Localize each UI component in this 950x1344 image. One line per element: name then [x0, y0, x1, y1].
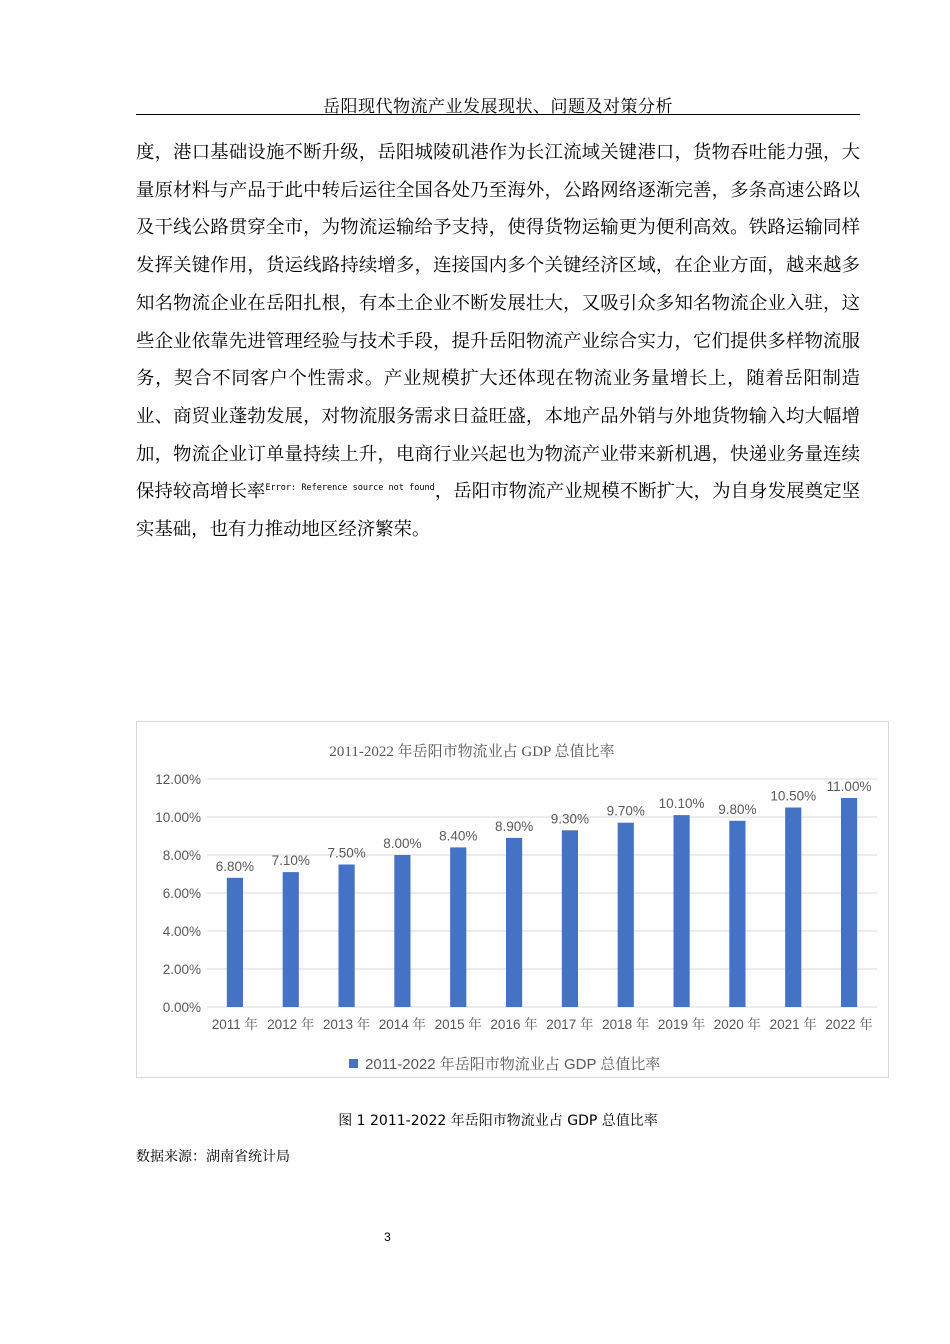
- data-label: 9.30%: [550, 811, 590, 827]
- legend-label: 2011-2022 年岳阳市物流业占 GDP 总值比率: [365, 1056, 661, 1073]
- data-label: 11.00%: [826, 779, 872, 794]
- data-source-note: 数据来源：湖南省统计局: [136, 1149, 290, 1165]
- bar: [673, 815, 689, 1007]
- y-tick-label: 0.00%: [162, 1000, 201, 1015]
- body-paragraph: [136, 134, 860, 549]
- bar: [785, 808, 801, 1008]
- paragraph-text-before-reference: 度，港口基础设施不断升级，岳阳城陵矶港作为长江流域关键港口，货物吞吐能力强，大量原材料与产品于此中转后运往全国各处乃至海外，公路网络逐渐完善，多条高速公路以及干线公路贯穿全市，为物流运输给予支持，使得货物运输更为便利高效。铁路运输同样发挥关键作用，货运线路持续增多，连接国内多个关键经济区域，在企业方面，越来越多知名物流企业在岳阳扎根，有本土企业不断发展壮大，又吸引众多知名物流企业入驻，这些企业依靠先进管理经验与技术手段，提升岳阳物流产业综合实力，它们提供多样物流服务，契合不同客户个性需求。产业规模扩大还体现在物流业务量增长上，随着岳阳制造业、商贸业蓬勃发展，对物流服务需求日益旺盛，本地产品外销与外地货物输入均大幅增加，物流企业订单量持续上升，电商行业兴起也为物流产业带来新机遇，快递业务量连续保持较高增长率: [136, 142, 860, 503]
- data-label: 6.80%: [215, 858, 255, 874]
- data-label: 8.00%: [383, 836, 422, 851]
- bar: [506, 838, 522, 1007]
- data-label: 7.50%: [327, 845, 366, 861]
- y-tick-label: 10.00%: [155, 810, 201, 825]
- data-label: 10.50%: [770, 788, 817, 804]
- bar: [450, 847, 466, 1007]
- y-tick-label: 4.00%: [162, 924, 201, 939]
- bar: [841, 798, 857, 1007]
- bar: [729, 821, 745, 1007]
- x-tick-label: 2011 年: [211, 1017, 259, 1032]
- y-tick-label: 2.00%: [162, 962, 201, 977]
- chart-title: 2011-2022 年岳阳市物流业占 GDP 总值比率: [329, 744, 615, 760]
- reference-error: Error: Reference source not found: [265, 483, 435, 494]
- x-tick-label: 2012 年: [267, 1017, 315, 1032]
- x-tick-label: 2018 年: [602, 1017, 650, 1032]
- x-tick-label: 2016 年: [490, 1017, 538, 1032]
- x-tick-label: 2019 年: [657, 1017, 706, 1032]
- data-label: 9.80%: [718, 801, 757, 817]
- data-label: 10.10%: [658, 796, 705, 812]
- data-label: 8.90%: [494, 818, 534, 834]
- data-label: 8.40%: [439, 828, 478, 844]
- bar: [562, 830, 578, 1007]
- bar: [394, 855, 410, 1007]
- chart-container: [136, 721, 889, 1078]
- y-tick-label: 12.00%: [155, 772, 201, 787]
- x-tick-label: 2021 年: [769, 1017, 817, 1032]
- bar: [338, 865, 354, 1008]
- page-number: 3: [384, 1230, 391, 1244]
- x-tick-label: 2015 年: [434, 1017, 482, 1032]
- x-tick-label: 2022 年: [825, 1017, 873, 1032]
- bar: [618, 823, 634, 1007]
- header-divider: [136, 114, 860, 115]
- page-header-title: 岳阳现代物流产业发展现状、问题及对策分析: [323, 97, 673, 117]
- legend-swatch: [349, 1059, 358, 1068]
- y-tick-label: 6.00%: [162, 886, 201, 901]
- paragraph-text-after-reference: ，岳阳市物流产业规模不断扩大，为自身发展奠定坚实基础，也有力推动地区经济繁荣。: [136, 481, 860, 541]
- figure-caption: 图 1 2011-2022 年岳阳市物流业占 GDP 总值比率: [338, 1113, 658, 1129]
- bar-chart: [137, 722, 888, 1077]
- data-label: 7.10%: [271, 853, 310, 869]
- data-label: 9.70%: [606, 803, 645, 819]
- x-tick-label: 2014 年: [378, 1017, 427, 1032]
- x-tick-label: 2013 年: [322, 1017, 371, 1032]
- x-tick-label: 2020 年: [713, 1017, 762, 1032]
- bar: [227, 878, 243, 1007]
- x-tick-label: 2017 年: [546, 1017, 594, 1032]
- y-tick-label: 8.00%: [162, 848, 201, 863]
- bar: [283, 872, 299, 1007]
